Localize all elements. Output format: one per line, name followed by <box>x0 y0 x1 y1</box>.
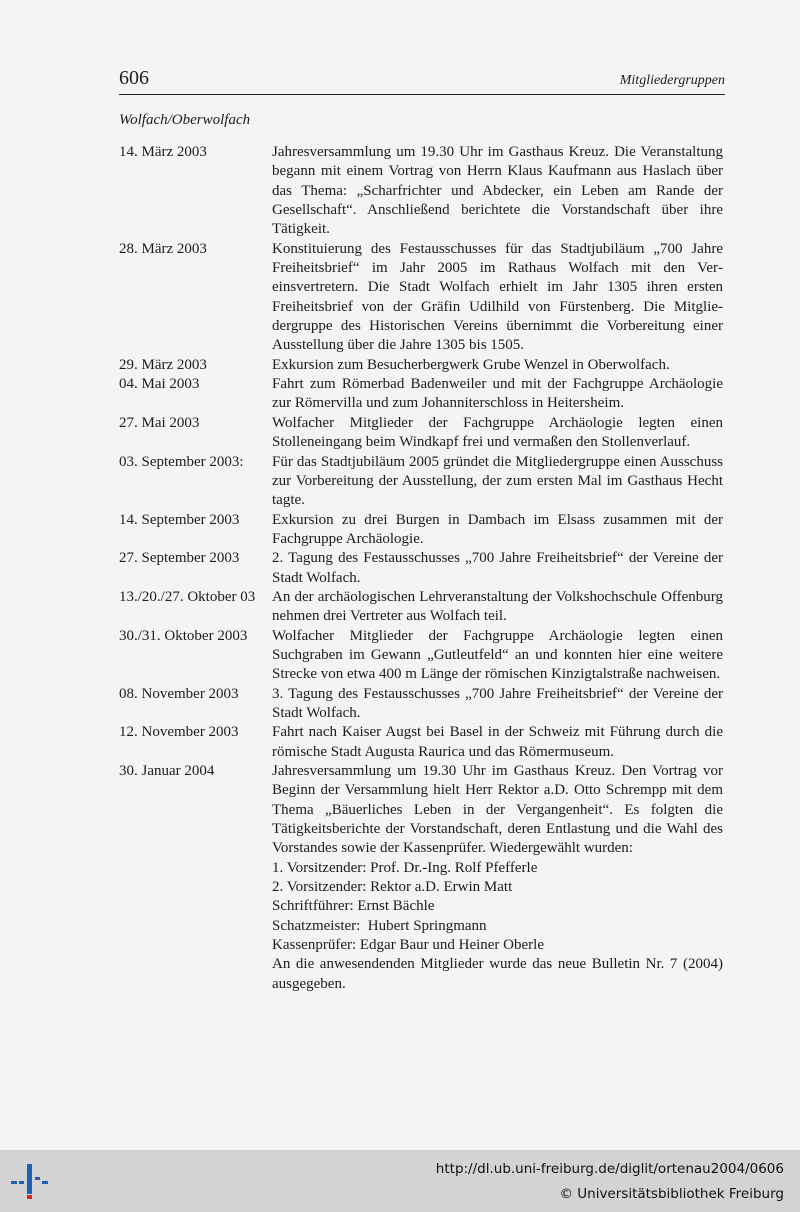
entry <box>119 549 725 588</box>
entry <box>119 627 725 685</box>
entry-text: Konstituierung des Festausschusses für das Stadtjubiläum „700 Jahre Freiheitsbrief“ im Jahr 2005 im Rathaus Wolfach mit den Vereinsvertretern. Die Stadt Wolfach erhielt im Jahr 1305 ihren ersten Freiheitsbrief von der Gräfin Udilhild von Fürstenberg. Die Mitgliedergruppe des Historischen Vereins übernimmt die Vorbereitung einer Ausstellung über die Jahre 1305 bis 1505. <box>272 240 723 354</box>
officer-line: 2. Vorsitzender: Rektor a.D. Erwin Matt <box>272 879 513 896</box>
entry <box>119 685 725 724</box>
officer-line: Kassenprüfer: Edgar Baur und Heiner Oberle <box>272 937 544 954</box>
entry-text <box>272 762 723 994</box>
entry-date: 30. Januar 2004 <box>119 763 215 779</box>
entry-text: Exkursion zum Besucherbergwerk Grube Wenzel in Oberwolfach. <box>272 356 670 373</box>
entry-text: Fahrt zum Römerbad Badenweiler und mit der Fachgruppe Archäologie zur Römervilla und zum Johanniterschloss in Heitersheim. <box>272 376 723 412</box>
entry <box>119 723 725 762</box>
entry-date: 08. November 2003 <box>119 685 239 702</box>
entry-date: 14. September 2003 <box>119 511 240 528</box>
entry-text: An der archäologischen Lehrveranstaltung der Volkshochschule Offenburg nehmen drei Vertreter aus Wolfach teil. <box>272 588 723 625</box>
entry-date: 04. Mai 2003 <box>119 376 200 393</box>
entry <box>119 375 725 414</box>
chronicle-entries <box>119 143 725 994</box>
entry-date: 12. November 2003 <box>119 724 239 741</box>
library-footer <box>0 1150 800 1212</box>
entry <box>119 453 725 511</box>
entry-date: 13./20./27. Oktober 03 <box>119 588 256 605</box>
ub-freiburg-logo-icon <box>10 1161 50 1201</box>
entry <box>119 588 725 627</box>
entry-date: 30./31. Oktober 2003 <box>119 627 248 644</box>
entry <box>119 356 725 375</box>
footer-copyright: © Universitätsbibliothek Freiburg <box>559 1186 784 1202</box>
entry-text: Fahrt nach Kaiser Augst bei Basel in der Schweiz mit Führung durch die römische Stadt Augusta Raurica und das Römermuseum. <box>272 724 723 760</box>
officer-line: Schriftführer: Ernst Bächle <box>272 898 435 915</box>
section-title: Wolfach/Oberwolfach <box>119 112 251 128</box>
officer-line: 1. Vorsitzender: Prof. Dr.-Ing. Rolf Pfefferle <box>272 859 538 876</box>
running-head: Mitgliedergruppen <box>619 73 725 88</box>
footer-url-link[interactable]: http://dl.ub.uni-freiburg.de/diglit/ortenau2004/0606 <box>435 1161 784 1177</box>
entry-text: Für das Stadtjubiläum 2005 gründet die Mitgliedergruppe einen Ausschuss zur Vorbereitung der Ausstellung, der zum ersten Mal im Gasthaus Hecht tagte. <box>272 453 723 509</box>
entry-intro: Jahresversammlung um 19.30 Uhr im Gasthaus Kreuz. Den Vortrag vor Beginn der Versammlung hielt Herr Rektor a.D. Otto Schrempp mit dem Thema „Bäuerliches Leben in der Vergangenheit“. Es folgten die Tätigkeitsberichte der Vorstandschaft, deren Entlastung und die Wahl des Vorstandes sowie der Kassenprüfer. Wiedergewählt wurden: <box>272 763 723 857</box>
entry-date: 29. März 2003 <box>119 356 207 373</box>
entry-annual-meeting-2004 <box>119 762 725 994</box>
entry-date: 14. März 2003 <box>119 144 207 160</box>
entry-text: Wolfacher Mitglieder der Fachgruppe Archäologie legten einen Suchgraben im Gewann „Gutleutfeld“ an und konnten hier eine weitere Strecke von etwa 400 m Länge der römischen Kinzigtalstraße nachweisen. <box>272 627 723 683</box>
entry-date: 28. März 2003 <box>119 240 207 257</box>
entry-date: 27. September 2003 <box>119 550 240 567</box>
entry <box>119 143 725 240</box>
page-number: 606 <box>119 67 149 89</box>
entry <box>119 414 725 453</box>
entry-closing: An die anwesendenden Mitglieder wurde das neue Bulletin Nr. 7 (2004) ausgegeben. <box>272 956 723 992</box>
entry-text: 2. Tagung des Festausschusses „700 Jahre Freiheitsbrief“ der Vereine der Stadt Wolfach. <box>272 550 723 586</box>
officer-line: Schatzmeister: Hubert Springmann <box>272 917 487 934</box>
entry-date: 27. Mai 2003 <box>119 414 200 431</box>
entry-text: Exkursion zu drei Burgen in Dambach im Elsass zusammen mit der Fachgruppe Archäologie. <box>272 511 723 547</box>
entry-date: 03. September 2003: <box>119 453 244 470</box>
entry-text: 3. Tagung des Festausschusses „700 Jahre Freiheitsbrief“ der Vereine der Stadt Wolfach. <box>272 685 723 721</box>
entry-text: Wolfacher Mitglieder der Fachgruppe Archäologie legten einen Stolleneingang beim Windkapf frei und vermaßen den Stollenverlauf. <box>272 414 723 451</box>
entry <box>119 240 725 356</box>
page-header <box>119 66 725 95</box>
entry <box>119 511 725 550</box>
entry-text: Jahresversammlung um 19.30 Uhr im Gasthaus Kreuz. Die Veranstaltung begann mit einem Vortrag von Herrn Klaus Kaufmann aus Haslach über das Thema: „Scharfrichter und Abdecker, ein Leben am Rande der Gesellschaft“. Anschließend berichtete die Vorstandschaft über ihre Tätigkeit. <box>272 144 723 238</box>
